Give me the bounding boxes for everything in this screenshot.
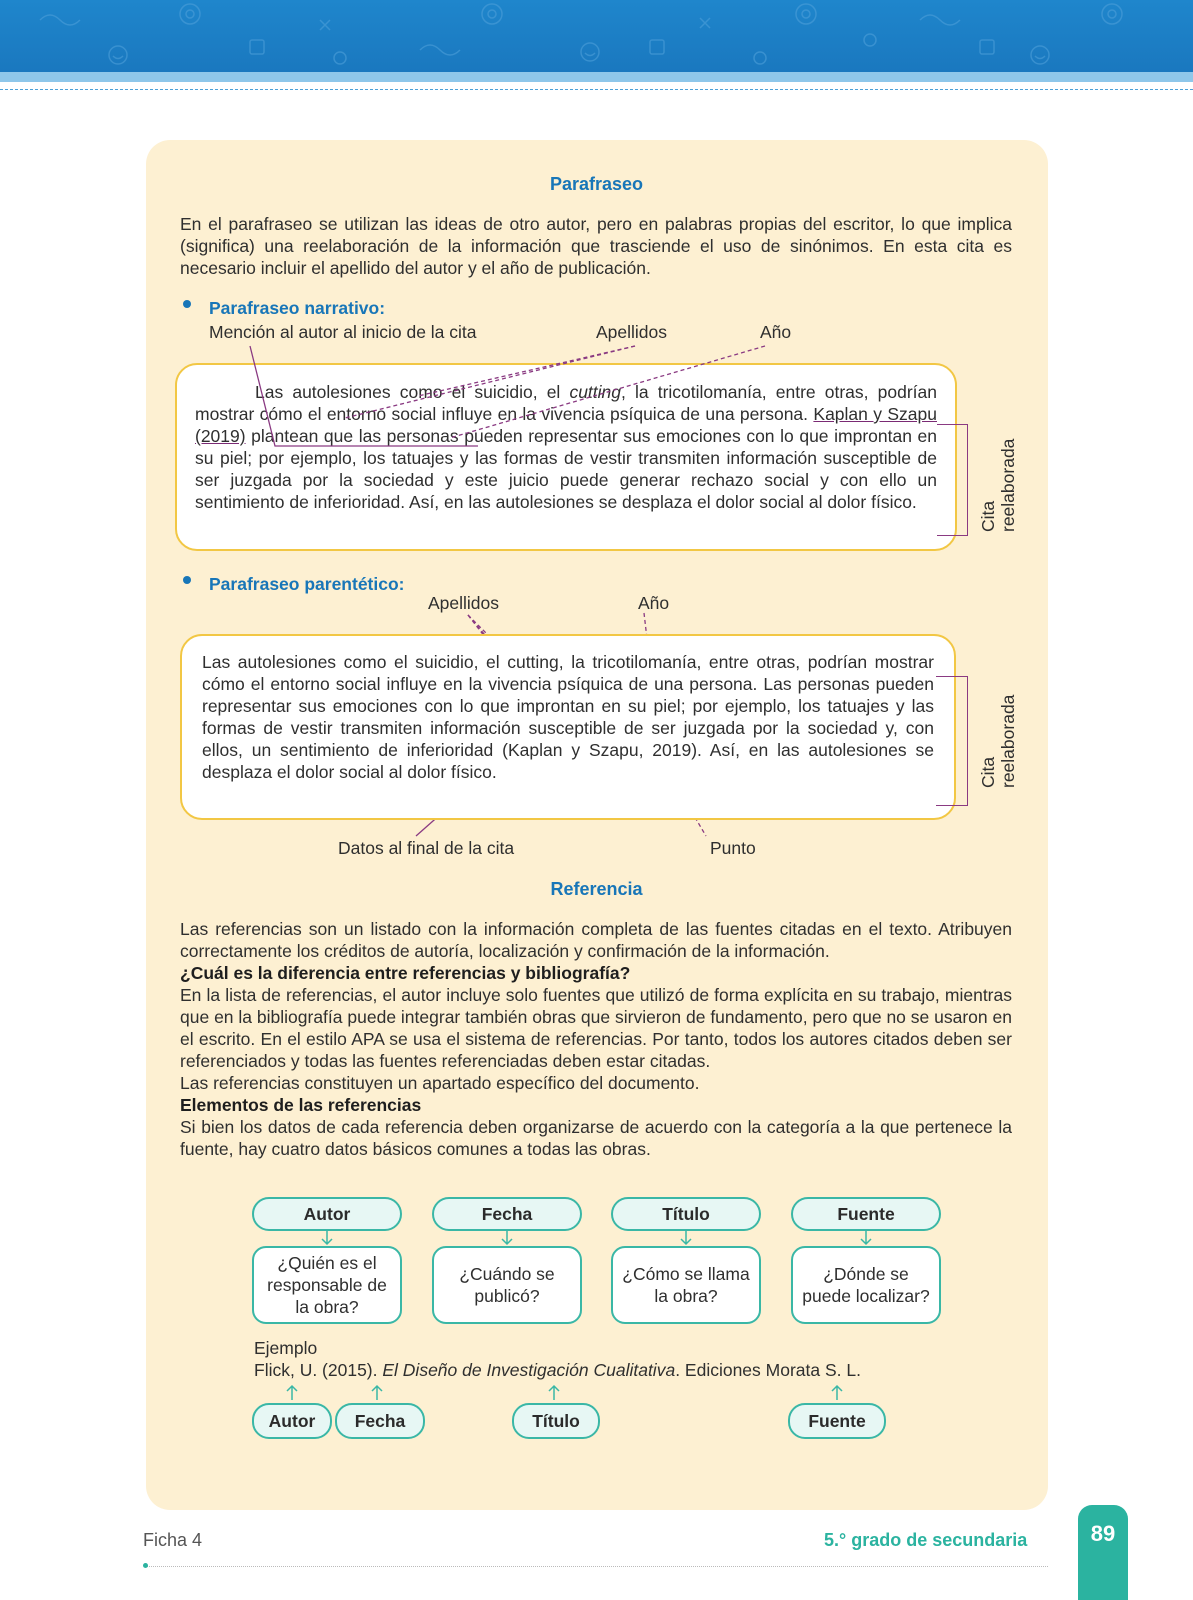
footer-sheet-label: Ficha 4 bbox=[143, 1530, 203, 1550]
narrative-quote-part: plantean que las personas pueden representar sus emociones con lo que improntan en su piel; por ejemplo, los tatuajes y las formas de vestir transmiten información susceptible de ser juzgada por la sociedad y este juicio puede generar rechazo social y con ello un sentimiento de inferioridad. Así, en las autolesiones se desplaza el dolor social al dolor físico. bbox=[195, 426, 937, 512]
reference-p3: Las referencias constituyen un apartado específico del documento. bbox=[180, 1073, 700, 1093]
parenthetical-label-end: Datos al final de la cita bbox=[338, 838, 515, 858]
example-tag-titulo: Título bbox=[512, 1403, 600, 1439]
footer-divider bbox=[146, 1566, 1048, 1567]
reference-p1: Las referencias son un listado con la información completa de las fuentes citadas en el texto. Atribuyen correctamente los créditos de autoría, localización y confirmación de la información. bbox=[180, 919, 1012, 961]
example-citation-part: Flick, U. (2015). bbox=[254, 1360, 383, 1380]
arrow-up-icon bbox=[372, 1386, 382, 1400]
example-citation bbox=[254, 1360, 861, 1381]
parenthetical-label-point: Punto bbox=[710, 838, 756, 858]
paraphrase-title: Parafraseo bbox=[549, 174, 644, 194]
reference-p2: En la lista de referencias, el autor incluye solo fuentes que utilizó de forma explícita en su trabajo, mientras que en la bibliografía puede integrar también obras que sirvieron de fundamento, pero que no se usaron en el escrito. En el estilo APA se usa el sistema de referencias. Por tanto, todos los autores citados deben ser referenciados y todas las fuentes referenciadas deben estar citadas. bbox=[180, 985, 1012, 1071]
narrative-quote-italic: cutting bbox=[569, 382, 621, 402]
narrative-label-mention: Mención al autor al inicio de la cita bbox=[209, 322, 477, 342]
parenthetical-label-surnames: Apellidos bbox=[428, 593, 500, 613]
parenthetical-author-citation: (Kaplan y Szapu, 2019) bbox=[502, 740, 698, 760]
side-label-line: Cita bbox=[978, 500, 998, 532]
element-titulo-pill: Título bbox=[611, 1197, 761, 1231]
element-fecha-question: ¿Cuándo se publicó? bbox=[432, 1246, 582, 1324]
page-number: 89 bbox=[1078, 1505, 1128, 1600]
arrow-down-icon bbox=[861, 1231, 871, 1244]
footer-grade-label: 5.° grado de secundaria bbox=[824, 1530, 1028, 1550]
reference-elements-title-text: Elementos de las referencias bbox=[180, 1095, 422, 1115]
element-autor-question: ¿Quién es el responsable de la obra? bbox=[252, 1246, 402, 1324]
arrow-down-icon bbox=[681, 1231, 691, 1244]
element-fuente-pill: Fuente bbox=[791, 1197, 941, 1231]
side-label-line: reelaborada bbox=[998, 438, 1018, 532]
narrative-title: Parafraseo narrativo: bbox=[209, 298, 386, 318]
parenthetical-quote-part: Las autolesiones como el suicidio, el cutting, la tricotilomanía, entre otras, podrían mostrar cómo el entorno social influye en la vivencia psíquica de una persona. Las personas pueden representar sus emociones con lo que improntan en su piel; por ejemplo, los tatuajes y las formas de vestir transmiten información susceptible de ser juzgada por la sociedad y, con ellos, un sentimiento de inferioridad bbox=[202, 652, 934, 760]
parenthetical-quote-part: . Así, en las autolesiones se desplaza el dolor social al dolor físico. bbox=[202, 740, 934, 782]
parenthetical-title: Parafraseo parentético: bbox=[209, 574, 405, 594]
reference-question-title-text: ¿Cuál es la diferencia entre referencias y bibliografía? bbox=[180, 963, 631, 983]
arrow-up-icon bbox=[549, 1386, 559, 1400]
example-citation-title: El Diseño de Investigación Cualitativa bbox=[382, 1360, 676, 1380]
narrative-label-surnames: Apellidos bbox=[596, 322, 668, 342]
example-tag-fuente: Fuente bbox=[788, 1403, 886, 1439]
narrative-author-citation: Kaplan y Szapu (2019) bbox=[195, 404, 937, 446]
element-autor-pill: Autor bbox=[252, 1197, 402, 1231]
narrative-quote-part: Las autolesiones como el suicidio, el bbox=[255, 382, 570, 402]
narrative-quote-part: , la tricotilomanía, entre otras, podrían mostrar cómo el entorno social influye en la vivencia psíquica de una persona. bbox=[195, 382, 937, 424]
reference-title: Referencia bbox=[550, 879, 643, 899]
narrative-label-year: Año bbox=[760, 322, 792, 342]
side-label-line: Cita bbox=[978, 756, 998, 788]
example-label: Ejemplo bbox=[254, 1338, 318, 1358]
reference-p4: Si bien los datos de cada referencia deben organizarse de acuerdo con la categoría a la que pertenece la fuente, hay cuatro datos básicos comunes a todas las obras. bbox=[180, 1117, 1012, 1159]
side-label-line: reelaborada bbox=[998, 694, 1018, 788]
example-citation-part: . Ediciones Morata S. L. bbox=[675, 1360, 861, 1380]
paraphrase-intro: En el parafraseo se utilizan las ideas de otro autor, pero en palabras propias del escritor, lo que implica (significa) una reelaboración de la información que trasciende el uso de sinónimos. En esta cita es necesario incluir el apellido del autor y el año de publicación. bbox=[180, 214, 1012, 278]
arrow-up-icon bbox=[832, 1386, 842, 1400]
arrow-down-icon bbox=[502, 1231, 512, 1244]
parenthetical-label-year: Año bbox=[638, 593, 670, 613]
footer-dot-icon bbox=[143, 1563, 148, 1568]
example-tag-autor: Autor bbox=[252, 1403, 332, 1439]
arrow-up-icon bbox=[287, 1386, 297, 1400]
element-fecha-pill: Fecha bbox=[432, 1197, 582, 1231]
example-tag-fecha: Fecha bbox=[335, 1403, 425, 1439]
arrow-down-icon bbox=[322, 1231, 332, 1244]
element-fuente-question: ¿Dónde se puede localizar? bbox=[791, 1246, 941, 1324]
element-titulo-question: ¿Cómo se llama la obra? bbox=[611, 1246, 761, 1324]
